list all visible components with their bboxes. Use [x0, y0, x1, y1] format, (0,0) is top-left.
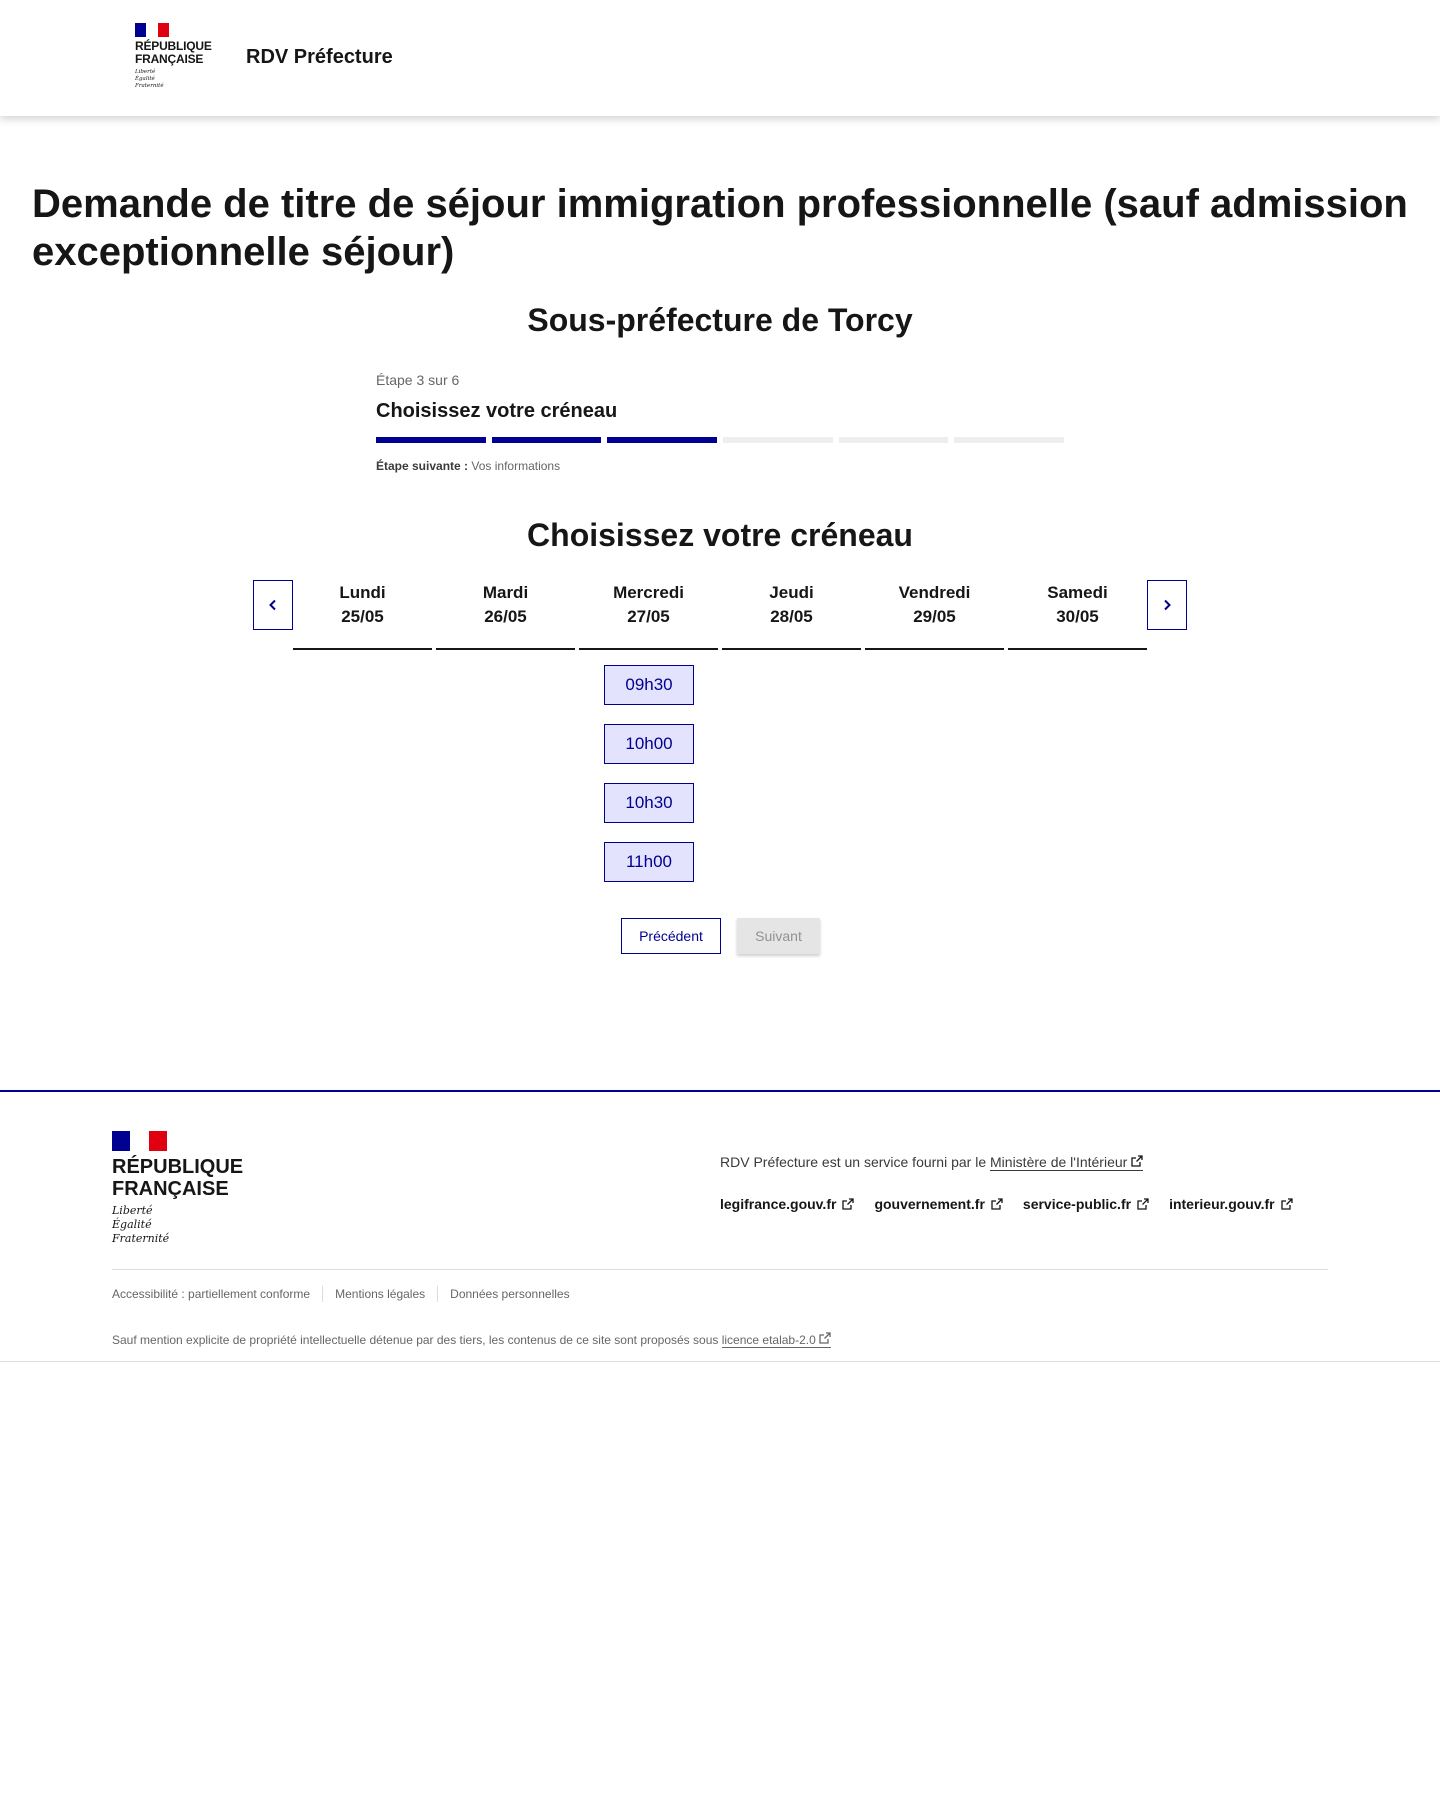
devise-egalite: Égalité [112, 1218, 152, 1231]
next-week-button[interactable] [1147, 580, 1187, 630]
next-button[interactable]: Suivant [737, 918, 820, 954]
stepper-progress [376, 437, 1064, 443]
day-date: 28/05 [770, 607, 813, 626]
stepper-step-1 [376, 437, 486, 443]
stepper-step-3 [607, 437, 717, 443]
stepper-state: Étape 3 sur 6 [376, 372, 460, 388]
devise-fraternite: Fraternité [135, 83, 164, 89]
day-name: Samedi [1047, 583, 1108, 602]
footer-divider [112, 1269, 1328, 1270]
stepper-next-value: Vos informations [471, 459, 561, 473]
external-link-icon [842, 1198, 854, 1210]
external-link-icon [1281, 1198, 1293, 1210]
previous-button[interactable]: Précédent [621, 918, 721, 954]
interieur-link-label: interieur.gouv.fr [1169, 1196, 1275, 1212]
stepper-step-6 [954, 437, 1064, 443]
legifrance-link-label: legifrance.gouv.fr [720, 1196, 837, 1212]
external-link-icon [1131, 1155, 1143, 1167]
site-footer [0, 1090, 1440, 1362]
day-name: Vendredi [898, 583, 971, 602]
footer-license [112, 1332, 831, 1347]
accessibilite-link[interactable]: Accessibilité : partiellement conforme [112, 1287, 311, 1301]
day-column [722, 580, 861, 650]
mentions-legales-link[interactable]: Mentions légales [335, 1287, 426, 1301]
day-date: 26/05 [484, 607, 527, 626]
external-link-icon [991, 1198, 1003, 1210]
day-column [436, 580, 575, 650]
day-column [1008, 580, 1147, 650]
service-title[interactable]: RDV Préfecture [246, 46, 393, 68]
marianne-logo[interactable] [135, 23, 225, 90]
stepper-next-label: Étape suivante : [376, 459, 469, 473]
flag-icon [112, 1131, 167, 1151]
week-days [293, 580, 1147, 650]
external-link-icon [819, 1332, 831, 1344]
stepper [376, 372, 1064, 473]
site-header [0, 0, 1440, 116]
stepper-step-5 [839, 437, 949, 443]
gouvernement-link-label: gouvernement.fr [874, 1196, 985, 1212]
service-public-link[interactable] [1023, 1196, 1149, 1212]
gouvernement-link[interactable] [874, 1196, 1002, 1212]
day-name: Mercredi [613, 583, 684, 602]
marianne-text [135, 40, 225, 66]
marianne-line-1: RÉPUBLIQUE [135, 39, 212, 53]
chevron-left-icon [267, 599, 279, 611]
stepper-next-step [376, 459, 1064, 473]
external-link-icon [1137, 1198, 1149, 1210]
marianne-line-2: FRANÇAISE [135, 52, 204, 66]
devise [112, 1204, 243, 1246]
day-date: 30/05 [1056, 607, 1099, 626]
marianne-line-2: FRANÇAISE [112, 1178, 229, 1200]
previous-week-button[interactable] [253, 580, 293, 630]
interieur-link[interactable] [1169, 1196, 1293, 1212]
day-column [293, 580, 432, 650]
licence-etalab-link-label: licence etalab-2.0 [721, 1333, 816, 1347]
marianne-text [112, 1156, 243, 1200]
day-name: Lundi [339, 583, 386, 602]
footer-description-text: RDV Préfecture est un service fourni par le [720, 1154, 987, 1170]
slot-button[interactable]: 10h00 [604, 724, 694, 764]
slot-button[interactable]: 10h30 [604, 783, 694, 823]
slots-wednesday [604, 665, 694, 901]
ministere-link[interactable] [990, 1154, 1143, 1171]
stepper-title: Choisissez votre créneau [376, 400, 618, 422]
stepper-step-2 [492, 437, 602, 443]
separator [322, 1286, 323, 1302]
donnees-personnelles-link[interactable]: Données personnelles [450, 1287, 570, 1301]
day-column [865, 580, 1004, 650]
page-title: Demande de titre de séjour immigration professionnelle (sauf admission exceptionnelle séjour) [32, 182, 1408, 274]
separator [437, 1286, 438, 1302]
day-date: 29/05 [913, 607, 956, 626]
ministere-link-label: Ministère de l'Intérieur [990, 1154, 1128, 1170]
flag-icon [135, 23, 169, 37]
devise-fraternite: Fraternité [112, 1232, 170, 1245]
day-date: 27/05 [627, 607, 670, 626]
day-name: Mardi [482, 583, 529, 602]
prefecture-subtitle: Sous-préfecture de Torcy [527, 302, 913, 338]
devise-liberte: Liberté [135, 69, 156, 75]
day-date: 25/05 [341, 607, 384, 626]
slot-button[interactable]: 11h00 [604, 842, 694, 882]
footer-description [720, 1154, 1143, 1170]
slots-title: Choisissez votre créneau [527, 517, 913, 553]
service-public-link-label: service-public.fr [1022, 1196, 1132, 1212]
day-column [579, 580, 718, 650]
license-text: Sauf mention explicite de propriété intellectuelle détenue par des tiers, les contenus de ce site sont proposés sous [112, 1333, 719, 1347]
footer-bottom-links [112, 1286, 570, 1302]
legifrance-link[interactable] [720, 1196, 854, 1212]
slot-button[interactable]: 09h30 [604, 665, 694, 705]
footer-external-links [720, 1196, 1293, 1212]
marianne-line-1: RÉPUBLIQUE [112, 1156, 244, 1178]
devise-liberte: Liberté [112, 1204, 153, 1217]
licence-etalab-link[interactable] [722, 1333, 831, 1348]
stepper-step-4 [723, 437, 833, 443]
footer-marianne-logo[interactable] [112, 1131, 243, 1246]
chevron-right-icon [1161, 599, 1173, 611]
devise [135, 69, 225, 90]
day-name: Jeudi [769, 583, 814, 602]
devise-egalite: Égalité [135, 76, 155, 82]
